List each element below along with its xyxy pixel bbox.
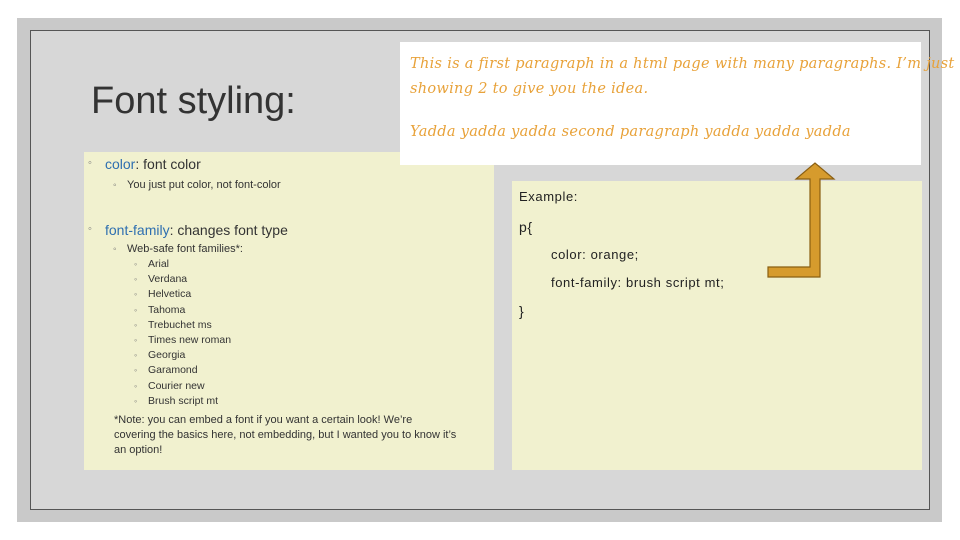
bullet-color-sub: You just put color, not font-color	[127, 179, 281, 191]
font-list-item: Courier new	[148, 379, 205, 392]
font-list-bullet: ◦	[134, 259, 138, 269]
sub-bullet-glyph: ◦	[113, 244, 117, 255]
font-list-bullet: ◦	[134, 304, 138, 315]
font-list-item: Verdana	[148, 273, 188, 286]
example-paragraph-2: Yadda yadda yadda second paragraph yadda yadda yadda	[410, 124, 851, 140]
font-list-bullet: ◦	[134, 350, 138, 361]
code-selector: p{	[519, 219, 533, 235]
bullet-font-family-sub: Web-safe font families*:	[127, 243, 243, 255]
font-list-bullet: ◦	[134, 365, 138, 376]
bullet-glyph: ◦	[88, 223, 92, 235]
font-list-item: Brush script mt	[148, 394, 219, 407]
note-line-2: covering the basics here, not embedding, but I wanted you to know it’s	[114, 429, 457, 441]
font-list-item: Times new roman	[148, 334, 232, 346]
bullet-color-text: : font color	[135, 156, 201, 172]
font-list-bullet: ◦	[134, 274, 138, 285]
bullet-glyph: ◦	[88, 157, 92, 169]
sub-bullet-glyph: ◦	[113, 180, 117, 191]
font-list-item: Helvetica	[148, 288, 192, 301]
font-list-item: Trebuchet ms	[148, 318, 212, 331]
note-line-3: an option!	[114, 444, 163, 456]
code-line-color: color: orange;	[551, 247, 639, 262]
page-title: Font styling:	[91, 80, 296, 122]
font-list-bullet: ◦	[134, 380, 138, 391]
font-list-item: Arial	[148, 258, 170, 270]
font-list-bullet: ◦	[134, 319, 138, 330]
example-label: Example:	[519, 189, 578, 204]
example-paragraph-1-line-2: showing 2 to give you the idea.	[410, 81, 649, 97]
font-list-item: Garamond	[148, 364, 198, 377]
example-paragraph-1-line-1: This is a first paragraph in a html page with many paragraphs. I’m just	[410, 56, 955, 72]
font-list-bullet: ◦	[134, 289, 138, 300]
bullet-font-family-text: : changes font type	[169, 222, 288, 238]
font-list-item: Tahoma	[148, 303, 186, 316]
arrow-shape	[768, 163, 834, 277]
bullet-color-keyword: color	[105, 156, 136, 172]
bullet-font-family-keyword: font-family	[105, 222, 170, 238]
font-list-bullet: ◦	[134, 395, 138, 406]
font-list-bullet: ◦	[134, 335, 138, 345]
note-line-1: *Note: you can embed a font if you want a certain look! We’re	[114, 414, 413, 426]
code-close-brace: }	[519, 303, 525, 319]
font-list-item: Georgia	[148, 349, 186, 362]
code-line-font-family: font-family: brush script mt;	[551, 275, 725, 290]
